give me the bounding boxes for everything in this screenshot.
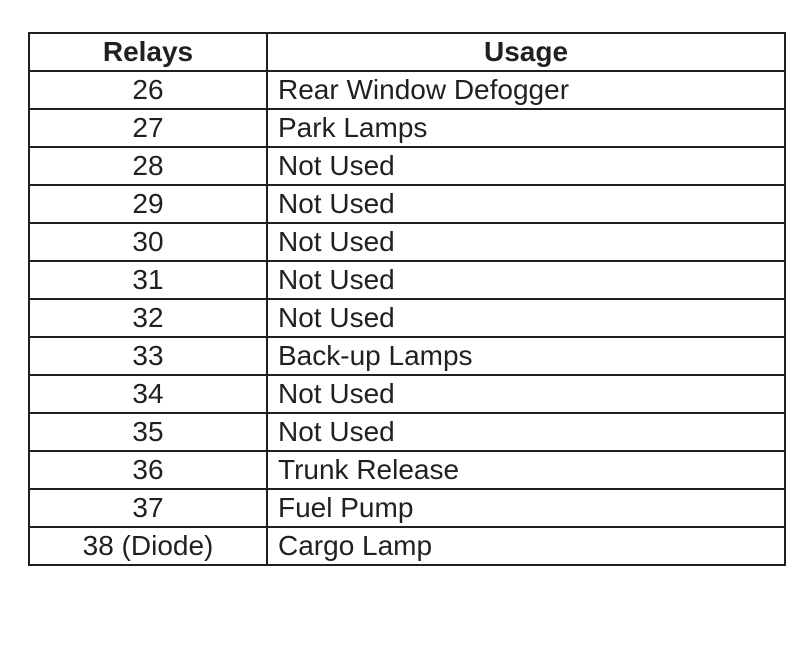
usage-cell: Not Used (267, 413, 785, 451)
table-row (29, 489, 785, 527)
relay-cell: 28 (29, 147, 267, 185)
usage-cell: Park Lamps (267, 109, 785, 147)
relay-cell: 35 (29, 413, 267, 451)
table-header-row (29, 33, 785, 71)
usage-cell: Fuel Pump (267, 489, 785, 527)
usage-cell: Not Used (267, 147, 785, 185)
usage-cell: Not Used (267, 261, 785, 299)
table-row (29, 337, 785, 375)
relay-cell: 26 (29, 71, 267, 109)
usage-cell: Not Used (267, 223, 785, 261)
table-row (29, 413, 785, 451)
relay-cell: 34 (29, 375, 267, 413)
usage-cell: Trunk Release (267, 451, 785, 489)
relay-cell: 36 (29, 451, 267, 489)
relay-cell: 29 (29, 185, 267, 223)
usage-cell: Rear Window Defogger (267, 71, 785, 109)
usage-cell: Cargo Lamp (267, 527, 785, 565)
relay-cell: 31 (29, 261, 267, 299)
relay-cell: 33 (29, 337, 267, 375)
table-row (29, 185, 785, 223)
table-row (29, 451, 785, 489)
table-row (29, 375, 785, 413)
table-row (29, 527, 785, 565)
relay-cell: 32 (29, 299, 267, 337)
usage-cell: Not Used (267, 185, 785, 223)
relay-cell: 37 (29, 489, 267, 527)
table-row (29, 147, 785, 185)
table-row (29, 71, 785, 109)
table-row (29, 223, 785, 261)
relay-cell: 30 (29, 223, 267, 261)
usage-cell: Not Used (267, 299, 785, 337)
relay-cell: 27 (29, 109, 267, 147)
relay-usage-table (28, 32, 786, 566)
usage-cell: Back-up Lamps (267, 337, 785, 375)
table-row (29, 299, 785, 337)
relay-cell: 38 (Diode) (29, 527, 267, 565)
table-row (29, 261, 785, 299)
usage-cell: Not Used (267, 375, 785, 413)
table-row (29, 109, 785, 147)
header-relays: Relays (29, 33, 267, 71)
header-usage: Usage (267, 33, 785, 71)
